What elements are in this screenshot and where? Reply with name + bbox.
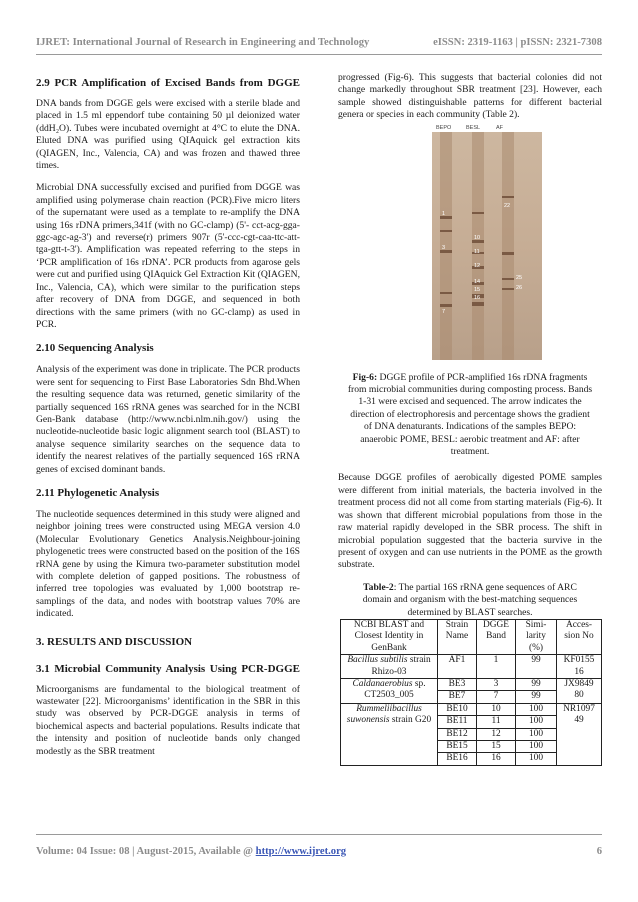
similarity-cell: 100	[516, 753, 557, 765]
strain-cell: BE3	[438, 678, 477, 690]
strain-cell: BE15	[438, 741, 477, 753]
band-label: 7	[442, 308, 446, 315]
organism-name: Rummeliibacillus suwonensis	[346, 703, 422, 726]
figure-label: Fig-6:	[352, 371, 378, 383]
band-label: 12	[474, 262, 481, 269]
accession-cell: KF0155 16	[557, 655, 602, 679]
band-cell: 11	[477, 716, 516, 728]
band-label: 10	[474, 234, 481, 241]
column-header: Simi-larity (%)	[516, 619, 557, 654]
lane-label: AF	[496, 124, 504, 131]
column-header: NCBI BLAST and Closest Identity in GenBank	[341, 619, 438, 654]
blast-results-table	[340, 619, 602, 766]
accession-cell: NR1097 49	[557, 703, 602, 765]
band-label: 26	[516, 284, 523, 291]
band-label: 22	[504, 202, 511, 209]
section-2-11-title: 2.11 Phylogenetic Analysis	[36, 486, 160, 499]
band-label: 14	[474, 278, 481, 285]
section-3-1-title: 3.1 Microbial Community Analysis Using PCR-DGGE	[36, 662, 300, 675]
right-column	[338, 72, 602, 766]
page-number: 6	[596, 846, 602, 857]
left-column	[36, 72, 300, 768]
table-row	[341, 678, 602, 690]
organism-cell	[341, 655, 438, 679]
band-label: 11	[474, 248, 480, 255]
band-label: 16	[474, 294, 481, 301]
similarity-cell: 99	[516, 655, 557, 679]
journal-link[interactable]: http://www.ijret.org	[255, 846, 347, 857]
band-cell: 12	[477, 728, 516, 740]
organism-name: Bacillus subtilis	[347, 655, 408, 666]
lane-label: BESL	[466, 124, 481, 131]
band-label: 1	[442, 210, 446, 217]
band-label: 15	[474, 286, 481, 293]
page-header	[36, 28, 602, 48]
strain-cell: AF1	[438, 655, 477, 679]
band-label: 3	[442, 244, 446, 251]
table-label: Table-2	[363, 581, 394, 593]
organism-name: Caldanaerobius	[352, 678, 413, 689]
page-footer	[36, 846, 602, 862]
strain-cell: BE7	[438, 691, 477, 703]
paragraph: Microorganisms are fundamental to the biological treatment of wastewater [22]. Microorganisms’ identification in the SBR in this study was observed by PCR-DGGE analysis in terms of biochemical aspects and bacterial populations. Results indicate that the intensity and position of nucleotide bands only changed modestly as the SBR treatment	[36, 683, 300, 757]
section-3-title: 3. RESULTS AND DISCUSSION	[36, 635, 193, 648]
strain-cell: BE16	[438, 753, 477, 765]
paragraph: Because DGGE profiles of aerobically digested POME samples were different from initial materials, the bacteria involved in the treatment process did not all come from starting materials (Fig-6). It was shown that different microbial populations from those in the raw material rapidly developed in the SBR process. The shift in microbial population suggested that the bacteria survive in the present of oxygen and can use nutrients in the POME as the growth substrate.	[338, 472, 602, 571]
issn: eISSN: 2319-1163 | pISSN: 2321-7308	[433, 37, 602, 48]
band-cell: 1	[477, 655, 516, 679]
accession-cell: JX9849 80	[557, 678, 602, 703]
band-cell: 10	[477, 703, 516, 715]
strain-cell: BE10	[438, 703, 477, 715]
band-cell: 3	[477, 678, 516, 690]
similarity-cell: 100	[516, 716, 557, 728]
strain-cell: BE11	[438, 716, 477, 728]
similarity-cell: 99	[516, 691, 557, 703]
band-cell: 7	[477, 691, 516, 703]
table-caption-text: : The partial 16S rRNA gene sequences of ARC domain and organism with the best-matching sequences determined by BLAST searches.	[362, 581, 578, 618]
table-row	[341, 655, 602, 679]
paragraph: Microbial DNA successfully excised and purified from DGGE was amplified using polymerase chain reaction (PCR).Five micro liters of the supernatant were used as a template to re-amplify the DNA using 16s rDNA primers,341f (with no GC-clamp) (5'- cct-acg-gga-ggc-agc-ag-3') and reverse(r) primers 907r (5'-ccc-cgt-caa-ttc-att-tga-gtt-t-3'). Amplification was repeated referring to the steps in ‘PCR amplification of 16s rDNA’. PCR products from agarose gels were cut and purified using QIAquick Gel Extraction Kit (QIAGEN, Inc., Valencia, CA), which were similar to the purification steps after recovery of DNA from DGGE, and sequenced in both directions with the same primers (with no GC-clamp) as used in PCR.	[36, 182, 300, 330]
organism-strain: strain G20	[389, 715, 432, 726]
dgge-gel-figure	[432, 124, 542, 360]
figure-caption	[346, 372, 594, 459]
organism-strain: strain Rhizo-03	[371, 655, 431, 677]
paragraph: The nucleotide sequences determined in this study were aligned and neighbor joining trees were constructed using MEGA version 4.0 (Molecular Evolutionary Genetics Analysis.Neighbour-joining phylogenetic trees were constructed based on the position of the 16S rRNA gene by using the Kimura two-parameter substitution model with complete deletion of gapped positions. The robustness of inferred tree topologies was evaluated by 1,000 bootstrap re-samplings of the data, and nodes with bootstrap values 70% are indicated.	[36, 508, 300, 620]
lane-label: BEPO	[436, 124, 452, 131]
paragraph: DNA bands from DGGE gels were excised with a sterile blade and placed in 1.5 ml eppendorf tube containing 50 µl deionized water (ddH₂O). Tubes were incubated overnight at 4°C to elute the DNA. Eluted DNA was purified using QIAquick gel extraction kits (QIAGEN, Inc., Valencia, CA) and was frozen and thawed three times.	[36, 98, 300, 172]
journal-title: IJRET: International Journal of Research in Engineering and Technology	[36, 37, 370, 48]
similarity-cell: 100	[516, 703, 557, 715]
table-row	[341, 703, 602, 715]
organism-strain: sp. CT2503_005	[364, 678, 426, 701]
column-header: DGGE Band	[477, 619, 516, 654]
paragraph: progressed (Fig-6). This suggests that bacterial colonies did not change markedly throughout SBR treatment [23]. However, each sample showed distinguishable patterns for different bacterial genera or species in each community (Table 2).	[338, 72, 602, 121]
table-caption	[348, 582, 592, 619]
band-label: 25	[516, 274, 523, 281]
header-divider	[36, 54, 602, 55]
similarity-cell: 100	[516, 741, 557, 753]
section-2-10-title: 2.10 Sequencing Analysis	[36, 342, 154, 355]
footer-divider	[36, 834, 602, 835]
footer-volume-text: Volume: 04 Issue: 08 | August-2015, Available @	[36, 846, 256, 857]
column-header: Acces-sion No	[557, 619, 602, 654]
strain-cell: BE12	[438, 728, 477, 740]
figure-caption-text: DGGE profile of PCR-amplified 16s rDNA fragments from microbial communities during composting process. Bands 1-31 were excised and sequenced. The arrow indicates the direction of electrophoresis and percentage shows the gradient of DNA denaturants. Indications of the samples BEPO: anaerobic POME, BESL: aerobic treatment and AF: after treatment.	[347, 371, 593, 458]
band-cell: 15	[477, 741, 516, 753]
column-header: Strain Name	[438, 619, 477, 654]
organism-cell	[341, 703, 438, 765]
table-header-row	[341, 619, 602, 654]
organism-cell	[341, 678, 438, 703]
similarity-cell: 100	[516, 728, 557, 740]
gel-image	[432, 132, 542, 360]
footer-volume	[36, 846, 346, 862]
similarity-cell: 99	[516, 678, 557, 690]
band-cell: 16	[477, 753, 516, 765]
section-2-9-title: 2.9 PCR Amplification of Excised Bands from DGGE	[36, 77, 300, 89]
paragraph: Analysis of the experiment was done in triplicate. The PCR products were sent for sequencing to First Base Laboratories Sdn Bhd.When the resulting sequence data was returned, genetic similarity of the partially sequenced 16S rRNA genes was searched for in the NCBI Gen-Bank database (http://www.ncbi.nlm.nih.gov/) using the nucleotide-nucleotide basic logic alignment search tool (BLAST) to analyse sequence similarity searches on the sequence data to identify the nearest relatives of the partially sequenced 16S rRNA genes of excised dominant bands.	[36, 364, 300, 475]
